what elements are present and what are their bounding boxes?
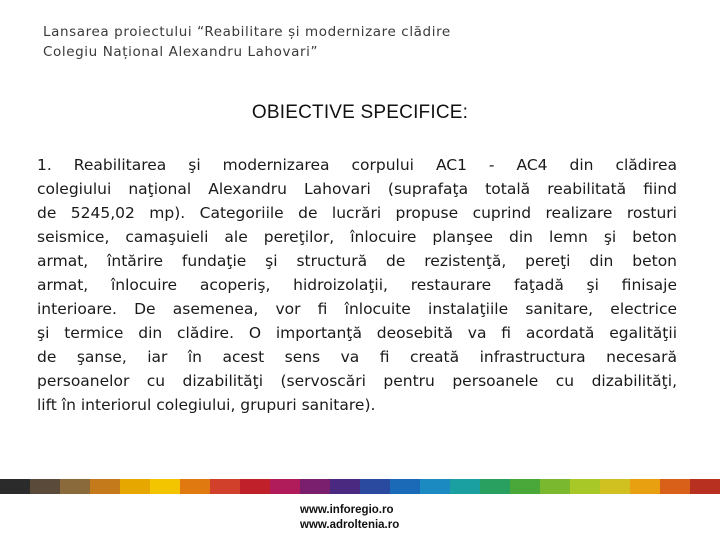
stripe-segment xyxy=(540,479,570,494)
stripe-segment xyxy=(330,479,360,494)
footer-link-inforegio[interactable]: www.inforegio.ro xyxy=(300,504,394,516)
stripe-segment xyxy=(450,479,480,494)
stripe-segment xyxy=(690,479,720,494)
body-line: armat, întărire fundaţie şi structură de rezistenţă, pereţi din beton xyxy=(37,252,677,270)
body-line: colegiului naţional Alexandru Lahovari (suprafaţa totală reabilitată fiind xyxy=(37,180,677,198)
stripe-segment xyxy=(300,479,330,494)
stripe-segment xyxy=(240,479,270,494)
stripe-segment xyxy=(270,479,300,494)
stripe-segment xyxy=(120,479,150,494)
body-line: de 5245,02 mp). Categoriile de lucrări propuse cuprind realizare rosturi xyxy=(37,204,677,222)
footer-link-adroltenia[interactable]: www.adroltenia.ro xyxy=(300,519,400,531)
stripe-segment xyxy=(150,479,180,494)
stripe-segment xyxy=(90,479,120,494)
stripe-segment xyxy=(630,479,660,494)
stripe-segment xyxy=(600,479,630,494)
body-line: persoanelor cu dizabilităţi (servoscări pentru persoanele cu dizabilităţi, xyxy=(37,372,677,390)
footer-links xyxy=(300,503,399,533)
body-line: şi termice din clădire. O importanţă deosebită va fi acordată egalităţii xyxy=(37,324,677,342)
body-line: de şanse, iar în acest sens va fi creată infrastructura necesară xyxy=(37,348,677,366)
stripe-segment xyxy=(360,479,390,494)
stripe-segment xyxy=(510,479,540,494)
body-line: interioare. De asemenea, vor fi înlocuite instalaţiile sanitare, electrice xyxy=(37,300,677,318)
stripe-segment xyxy=(660,479,690,494)
body-line: 1. Reabilitarea şi modernizarea corpului AC1 - AC4 din clădirea xyxy=(37,156,677,174)
body-line: armat, înlocuire acoperiş, hidroizolaţii, restaurare faţadă şi finisaje xyxy=(37,276,677,294)
stripe-segment xyxy=(570,479,600,494)
project-header-line-1: Lansarea proiectului “Reabilitare și modernizare clădire xyxy=(43,24,451,40)
color-stripe-divider xyxy=(0,479,720,494)
page-title: OBIECTIVE SPECIFICE: xyxy=(251,102,469,123)
project-header-line-2: Colegiu Național Alexandru Lahovari” xyxy=(43,44,319,60)
project-header xyxy=(43,22,683,62)
body-paragraph xyxy=(37,153,677,417)
stripe-segment xyxy=(210,479,240,494)
stripe-segment xyxy=(420,479,450,494)
stripe-segment xyxy=(390,479,420,494)
stripe-segment xyxy=(180,479,210,494)
body-line: seismice, camaşuieli ale pereţilor, înlocuire planşee din lemn şi beton xyxy=(37,228,677,246)
body-line: lift în interiorul colegiului, grupuri sanitare). xyxy=(37,396,376,414)
stripe-segment xyxy=(60,479,90,494)
stripe-segment xyxy=(30,479,60,494)
stripe-segment xyxy=(0,479,30,494)
stripe-segment xyxy=(480,479,510,494)
